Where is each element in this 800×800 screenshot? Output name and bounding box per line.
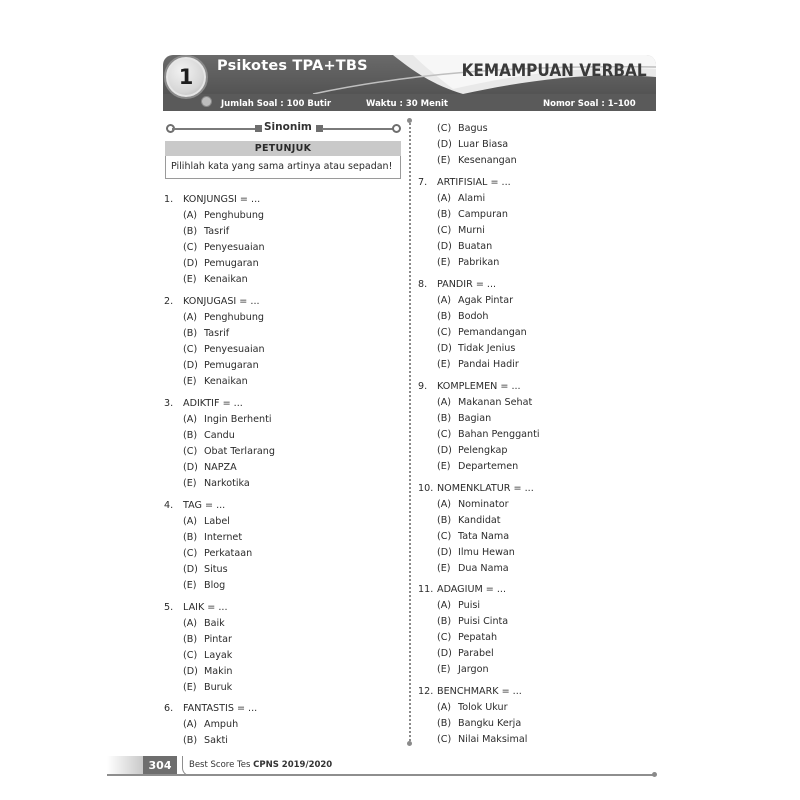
option-label: (B) — [183, 430, 198, 441]
question-item — [164, 396, 275, 492]
option-text: Sakti — [204, 735, 228, 746]
option-label: (A) — [437, 702, 452, 713]
option-label: (D) — [183, 360, 198, 371]
divider-ring-right — [392, 124, 401, 133]
answer-option — [418, 239, 511, 255]
section-label: Sinonim — [264, 121, 312, 133]
question-item — [164, 701, 257, 749]
option-label: (D) — [437, 343, 452, 354]
option-text: Kandidat — [458, 515, 501, 526]
question-number: 3. — [164, 398, 174, 409]
answer-option — [418, 121, 517, 137]
option-label: (B) — [437, 413, 452, 424]
option-label: (B) — [183, 634, 198, 645]
question-number: 6. — [164, 703, 174, 714]
question-stem — [418, 481, 534, 497]
question-stem — [418, 277, 527, 293]
answer-option — [418, 513, 534, 529]
option-label: (D) — [183, 666, 198, 677]
footer-shade — [107, 756, 143, 775]
question-stem — [164, 600, 232, 616]
option-label: (C) — [437, 632, 452, 643]
option-text: Kenaikan — [204, 376, 248, 387]
option-text: Internet — [204, 532, 243, 543]
chapter-title: KEMAMPUAN VERBAL — [461, 61, 647, 81]
page-number: 304 — [143, 756, 177, 775]
answer-option — [164, 460, 275, 476]
option-label: (E) — [183, 682, 197, 693]
answer-option — [418, 630, 508, 646]
option-label: (A) — [437, 397, 452, 408]
option-text: Baik — [204, 618, 225, 629]
option-label: (E) — [183, 580, 197, 591]
answer-option — [418, 255, 511, 271]
answer-option — [164, 224, 265, 240]
option-text: Dua Nama — [458, 563, 509, 574]
column-divider-dot-bottom — [407, 741, 412, 746]
answer-option — [164, 664, 232, 680]
option-label: (A) — [183, 618, 198, 629]
option-label: (C) — [183, 242, 198, 253]
question-number: 7. — [418, 177, 428, 188]
question-item — [418, 684, 527, 748]
option-label: (C) — [437, 123, 452, 134]
jumlah-soal: Jumlah Soal : 100 Butir — [221, 99, 332, 109]
answer-option — [164, 648, 232, 664]
answer-option — [164, 616, 232, 632]
answer-option — [164, 680, 232, 696]
answer-option — [164, 578, 252, 594]
chapter-number: 1 — [178, 65, 194, 89]
question-number: 1. — [164, 194, 174, 205]
option-label: (A) — [183, 414, 198, 425]
question-item — [164, 294, 265, 390]
question-item — [164, 192, 265, 288]
option-text: Penghubung — [204, 312, 265, 323]
answer-option — [418, 716, 527, 732]
question-number: 4. — [164, 500, 174, 511]
option-label: (D) — [183, 462, 198, 473]
option-label: (B) — [183, 532, 198, 543]
answer-option — [418, 497, 534, 513]
question-item — [418, 379, 540, 475]
answer-option — [164, 546, 252, 562]
option-text: NAPZA — [204, 462, 237, 473]
option-label: (C) — [437, 327, 452, 338]
option-label: (A) — [183, 210, 198, 221]
option-text: Bangku Kerja — [458, 718, 522, 729]
option-label: (E) — [437, 359, 451, 370]
option-label: (D) — [437, 445, 452, 456]
question-text: NOMENKLATUR = ... — [437, 483, 534, 494]
nomor-soal: Nomor Soal : 1–100 — [543, 99, 636, 109]
option-text: Pintar — [204, 634, 232, 645]
option-label: (E) — [183, 478, 197, 489]
option-text: Pelengkap — [458, 445, 508, 456]
option-label: (D) — [437, 547, 452, 558]
answer-option — [418, 646, 508, 662]
option-label: (A) — [437, 193, 452, 204]
option-text: Layak — [204, 650, 233, 661]
option-text: Nominator — [458, 499, 509, 510]
divider-square-left — [255, 125, 262, 132]
option-label: (E) — [437, 664, 451, 675]
question-item — [164, 498, 252, 594]
answer-option — [418, 137, 517, 153]
answer-option — [164, 256, 265, 272]
question-text: PANDIR = ... — [437, 279, 497, 290]
option-label: (B) — [183, 735, 198, 746]
option-label: (A) — [437, 295, 452, 306]
question-text: KONJUGASI = ... — [183, 296, 260, 307]
option-text: Tasrif — [204, 328, 230, 339]
option-text: Ampuh — [204, 719, 239, 730]
question-stem — [164, 192, 265, 208]
option-text: Pepatah — [458, 632, 498, 643]
question-number: 9. — [418, 381, 428, 392]
answer-option — [164, 272, 265, 288]
option-text: Pemugaran — [204, 258, 259, 269]
answer-option — [418, 223, 511, 239]
option-text: Narkotika — [204, 478, 250, 489]
answer-option — [418, 459, 540, 475]
option-text: Pandai Hadir — [458, 359, 519, 370]
option-label: (E) — [437, 257, 451, 268]
option-label: (E) — [183, 274, 197, 285]
question-number: 11. — [418, 584, 434, 595]
answer-option — [164, 428, 275, 444]
question-stem — [418, 582, 508, 598]
option-label: (D) — [183, 258, 198, 269]
option-text: Buatan — [458, 241, 493, 252]
answer-option — [164, 326, 265, 342]
chapter-number-badge — [164, 55, 208, 99]
answer-option — [418, 357, 527, 373]
question-text: TAG = ... — [183, 500, 226, 511]
question-text: KONJUNGSI = ... — [183, 194, 261, 205]
petunjuk-title: PETUNJUK — [165, 141, 401, 156]
option-label: (C) — [183, 446, 198, 457]
option-text: Penghubung — [204, 210, 265, 221]
option-label: (A) — [183, 312, 198, 323]
footer-line — [107, 774, 656, 776]
option-text: Kesenangan — [458, 155, 517, 166]
option-label: (C) — [183, 650, 198, 661]
option-text: Alami — [458, 193, 486, 204]
answer-option — [418, 662, 508, 678]
waktu: Waktu : 30 Menit — [366, 99, 448, 109]
question-number: 10. — [418, 483, 434, 494]
option-text: Departemen — [458, 461, 519, 472]
question-stem — [164, 498, 252, 514]
option-text: Obat Terlarang — [204, 446, 275, 457]
question-stem — [164, 396, 275, 412]
answer-option — [418, 545, 534, 561]
answer-option — [164, 717, 257, 733]
option-label: (B) — [437, 311, 452, 322]
answer-option — [164, 208, 265, 224]
answer-option — [164, 240, 265, 256]
answer-option — [164, 342, 265, 358]
question-stem — [418, 379, 540, 395]
option-label: (A) — [437, 600, 452, 611]
answer-option — [418, 732, 527, 748]
option-label: (B) — [437, 515, 452, 526]
answer-option — [418, 309, 527, 325]
option-text: Perkataan — [204, 548, 253, 559]
question-text: FANTASTIS = ... — [183, 703, 258, 714]
option-label: (B) — [183, 328, 198, 339]
petunjuk-text: Pilihlah kata yang sama artinya atau sepadan! — [165, 156, 401, 179]
footer-book-bold: CPNS 2019/2020 — [253, 760, 333, 770]
answer-option — [418, 529, 534, 545]
option-label: (E) — [437, 155, 451, 166]
option-text: Tidak Jenius — [458, 343, 516, 354]
option-label: (C) — [183, 344, 198, 355]
answer-option — [418, 614, 508, 630]
divider-line-left — [172, 128, 257, 130]
header-banner — [163, 55, 656, 111]
option-text: Parabel — [458, 648, 494, 659]
answer-option — [418, 325, 527, 341]
option-label: (D) — [183, 564, 198, 575]
option-label: (A) — [183, 719, 198, 730]
option-label: (B) — [437, 616, 452, 627]
option-text: Jargon — [458, 664, 489, 675]
question-text: KOMPLEMEN = ... — [437, 381, 521, 392]
footer-book-prefix: Best Score Tes — [189, 760, 254, 770]
question-text: ADIKTIF = ... — [183, 398, 243, 409]
option-text: Situs — [204, 564, 228, 575]
question-number: 8. — [418, 279, 428, 290]
option-text: Ilmu Hewan — [458, 547, 515, 558]
option-label: (A) — [183, 516, 198, 527]
answer-option — [418, 153, 517, 169]
question-stem — [164, 294, 265, 310]
option-text: Pemandangan — [458, 327, 527, 338]
question-item — [418, 582, 508, 678]
answer-option — [418, 598, 508, 614]
option-label: (E) — [437, 563, 451, 574]
option-text: Kenaikan — [204, 274, 248, 285]
option-text: Pemugaran — [204, 360, 259, 371]
option-text: Tata Nama — [458, 531, 510, 542]
answer-option — [164, 530, 252, 546]
question-stem — [418, 684, 527, 700]
answer-option — [164, 476, 275, 492]
question-text: ADAGIUM = ... — [437, 584, 507, 595]
book-title: Psikotes TPA+TBS — [217, 58, 368, 74]
badge-dot — [201, 96, 212, 107]
option-text: Bagian — [458, 413, 492, 424]
option-text: Puisi — [458, 600, 481, 611]
option-text: Bagus — [458, 123, 488, 134]
answer-option — [418, 411, 540, 427]
question-number: 12. — [418, 686, 434, 697]
answer-option — [418, 395, 540, 411]
question-item — [418, 121, 517, 169]
answer-option — [418, 207, 511, 223]
option-text: Makin — [204, 666, 233, 677]
answer-option — [164, 310, 265, 326]
option-text: Bahan Pengganti — [458, 429, 540, 440]
divider-line-right — [322, 128, 395, 130]
question-text: BENCHMARK = ... — [437, 686, 522, 697]
question-stem — [164, 701, 257, 717]
option-text: Penyesuaian — [204, 344, 265, 355]
option-label: (C) — [437, 225, 452, 236]
answer-option — [418, 293, 527, 309]
option-text: Pabrikan — [458, 257, 500, 268]
option-text: Murni — [458, 225, 485, 236]
option-label: (D) — [437, 648, 452, 659]
question-text: LAIK = ... — [183, 602, 228, 613]
option-text: Label — [204, 516, 230, 527]
option-label: (D) — [437, 139, 452, 150]
option-label: (B) — [437, 209, 452, 220]
option-text: Agak Pintar — [458, 295, 514, 306]
column-divider — [409, 120, 411, 744]
question-text: ARTIFISIAL = ... — [437, 177, 511, 188]
option-label: (E) — [437, 461, 451, 472]
answer-option — [418, 427, 540, 443]
option-text: Penyesuaian — [204, 242, 265, 253]
footer-dot — [652, 772, 657, 777]
option-text: Campuran — [458, 209, 508, 220]
option-text: Candu — [204, 430, 235, 441]
option-label: (C) — [183, 548, 198, 559]
option-text: Puisi Cinta — [458, 616, 509, 627]
question-item — [418, 481, 534, 577]
question-stem — [418, 175, 511, 191]
question-item — [164, 600, 232, 696]
answer-option — [164, 412, 275, 428]
answer-option — [164, 514, 252, 530]
answer-option — [164, 562, 252, 578]
footer-book-title — [189, 760, 332, 770]
option-text: Ingin Berhenti — [204, 414, 272, 425]
option-text: Blog — [204, 580, 226, 591]
answer-option — [164, 632, 232, 648]
option-label: (E) — [183, 376, 197, 387]
option-label: (D) — [437, 241, 452, 252]
option-label: (A) — [437, 499, 452, 510]
question-number: 5. — [164, 602, 174, 613]
answer-option — [164, 358, 265, 374]
option-label: (B) — [183, 226, 198, 237]
question-item — [418, 175, 511, 271]
answer-option — [418, 443, 540, 459]
option-label: (C) — [437, 429, 452, 440]
option-text: Nilai Maksimal — [458, 734, 528, 745]
answer-option — [418, 191, 511, 207]
option-text: Buruk — [204, 682, 233, 693]
option-text: Tolok Ukur — [458, 702, 508, 713]
option-label: (C) — [437, 531, 452, 542]
answer-option — [164, 374, 265, 390]
question-number: 2. — [164, 296, 174, 307]
option-label: (B) — [437, 718, 452, 729]
answer-option — [418, 700, 527, 716]
option-text: Tasrif — [204, 226, 230, 237]
answer-option — [418, 561, 534, 577]
answer-option — [164, 733, 257, 749]
option-text: Bodoh — [458, 311, 489, 322]
option-label: (C) — [437, 734, 452, 745]
answer-option — [418, 341, 527, 357]
option-text: Makanan Sehat — [458, 397, 533, 408]
question-item — [418, 277, 527, 373]
answer-option — [164, 444, 275, 460]
option-text: Luar Biasa — [458, 139, 509, 150]
